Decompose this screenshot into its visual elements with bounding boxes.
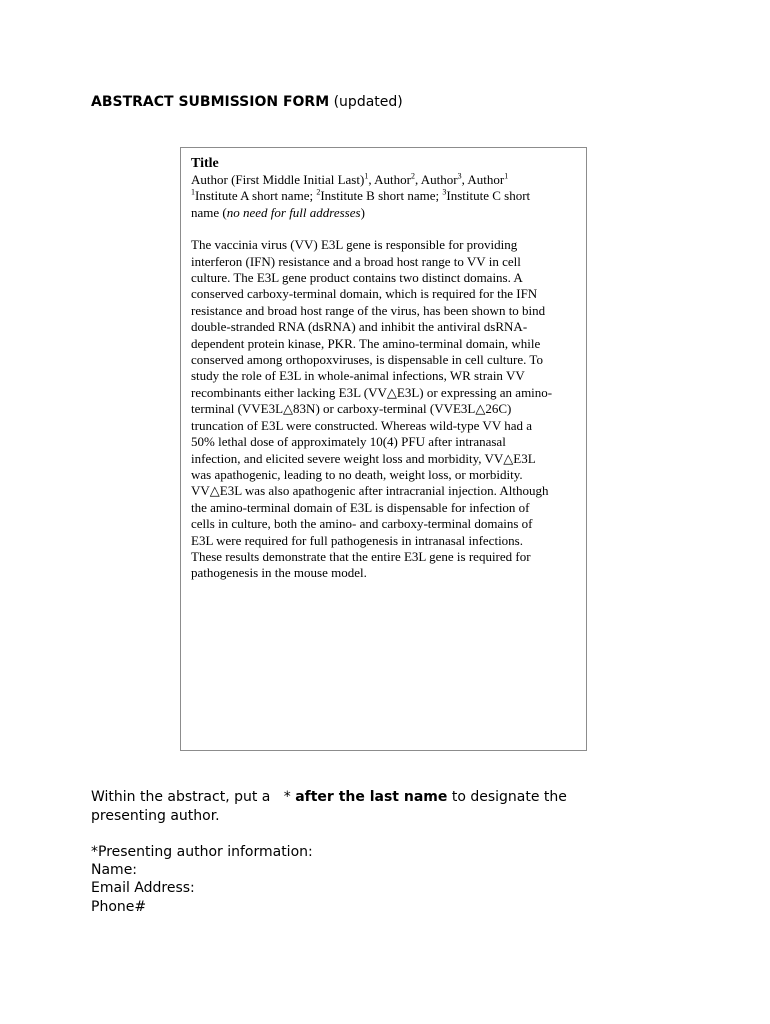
- abstract-body-line: The vaccinia virus (VV) E3L gene is responsible for providing: [191, 237, 518, 253]
- presenting-header: *Presenting author information:: [91, 844, 313, 860]
- institutes-note-pre: name (: [191, 204, 227, 220]
- form-heading: [91, 93, 403, 111]
- abstract-body-line: was apathogenic, leading to no death, weight loss, or morbidity.: [191, 466, 523, 482]
- abstract-institutes-note: [191, 205, 586, 221]
- abstract-body-line: These results demonstrate that the entire E3L gene is required for: [191, 548, 531, 564]
- abstract-body-line: conserved carboxy-terminal domain, which is required for the IFN: [191, 286, 538, 302]
- instructions-line-1: [91, 788, 567, 807]
- abstract-body-line: the amino-terminal domain of E3L is dispensable for infection of: [191, 499, 530, 515]
- abstract-body: [191, 237, 586, 582]
- institute-1-mark: 1: [191, 188, 195, 198]
- abstract-body-line: double-stranded RNA (dsRNA) and inhibit the antiviral dsRNA-: [191, 319, 528, 335]
- presenting-email-label: Email Address:: [91, 880, 195, 897]
- instructions-pre: Within the abstract, put a *: [91, 789, 296, 805]
- author-3: , Author: [414, 172, 458, 187]
- abstract-title: Title: [191, 156, 219, 171]
- author-2: , Author: [368, 172, 411, 187]
- abstract-body-line: pathogenesis in the mouse model.: [191, 565, 367, 581]
- abstract-body-line: interferon (IFN) resistance and a broad host range to VV in cell: [191, 253, 521, 269]
- institutes-note-post: ): [360, 204, 365, 220]
- author-3-affiliation: 3: [457, 171, 462, 181]
- abstract-body-line: VV△E3L was also apathogenic after intracranial injection. Although: [191, 483, 549, 499]
- instructions-line-2: presenting author.: [91, 807, 220, 824]
- abstract-body-line: resistance and broad host range of the virus, has been shown to bind: [191, 302, 546, 318]
- abstract-body-line: 50% lethal dose of approximately 10(4) PFU after intranasal: [191, 434, 506, 450]
- abstract-body-line: E3L were required for full pathogenesis in intranasal infections.: [191, 532, 523, 548]
- form-heading-title: ABSTRACT SUBMISSION FORM: [91, 94, 330, 110]
- abstract-body-line: infection, and elicited severe weight loss and morbidity, VV△E3L: [191, 450, 536, 466]
- abstract-body-line: culture. The E3L gene product contains two distinct domains. A: [191, 270, 523, 286]
- abstract-body-line: study the role of E3L in whole-animal infections, WR strain VV: [191, 368, 525, 384]
- author-1-affiliation: 1: [364, 171, 369, 181]
- abstract-body-line: truncation of E3L were constructed. Whereas wild-type VV had a: [191, 417, 533, 433]
- institute-2-mark: 2: [316, 188, 321, 198]
- abstract-authors: [191, 172, 586, 188]
- presenting-author-instructions: [91, 788, 567, 825]
- instructions-post: to designate the: [447, 789, 567, 805]
- institute-1: Institute A short name;: [195, 188, 317, 204]
- abstract-body-line: dependent protein kinase, PKR. The amino-terminal domain, while: [191, 335, 541, 351]
- author-4: , Author: [461, 172, 505, 187]
- abstract-body-line: conserved among orthopoxviruses, is dispensable in cell culture. To: [191, 352, 543, 368]
- form-heading-suffix: (updated): [329, 94, 403, 110]
- institute-3-mark: 3: [442, 188, 447, 198]
- abstract-body-line: recombinants either lacking E3L (VV△E3L) or expressing an amino-: [191, 384, 553, 400]
- presenting-name-label: Name:: [91, 862, 138, 879]
- institutes-note-italic: no need for full addresses: [226, 204, 361, 220]
- presenting-phone-label: Phone#: [91, 898, 147, 915]
- abstract-institutes: [191, 188, 586, 204]
- author-4-affiliation: 1: [504, 171, 509, 181]
- institute-3: Institute C short: [446, 188, 531, 204]
- abstract-body-line: cells in culture, both the amino- and carboxy-terminal domains of: [191, 516, 533, 532]
- author-1: Author (First Middle Initial Last): [191, 172, 365, 187]
- author-2-affiliation: 2: [410, 171, 415, 181]
- institute-2: Institute B short name;: [320, 188, 443, 204]
- instructions-bold: after the last name: [295, 789, 448, 805]
- abstract-body-line: terminal (VVE3L△83N) or carboxy-terminal (VVE3L△26C): [191, 401, 512, 417]
- presenting-author-info: [91, 843, 313, 916]
- abstract-box: [180, 147, 587, 751]
